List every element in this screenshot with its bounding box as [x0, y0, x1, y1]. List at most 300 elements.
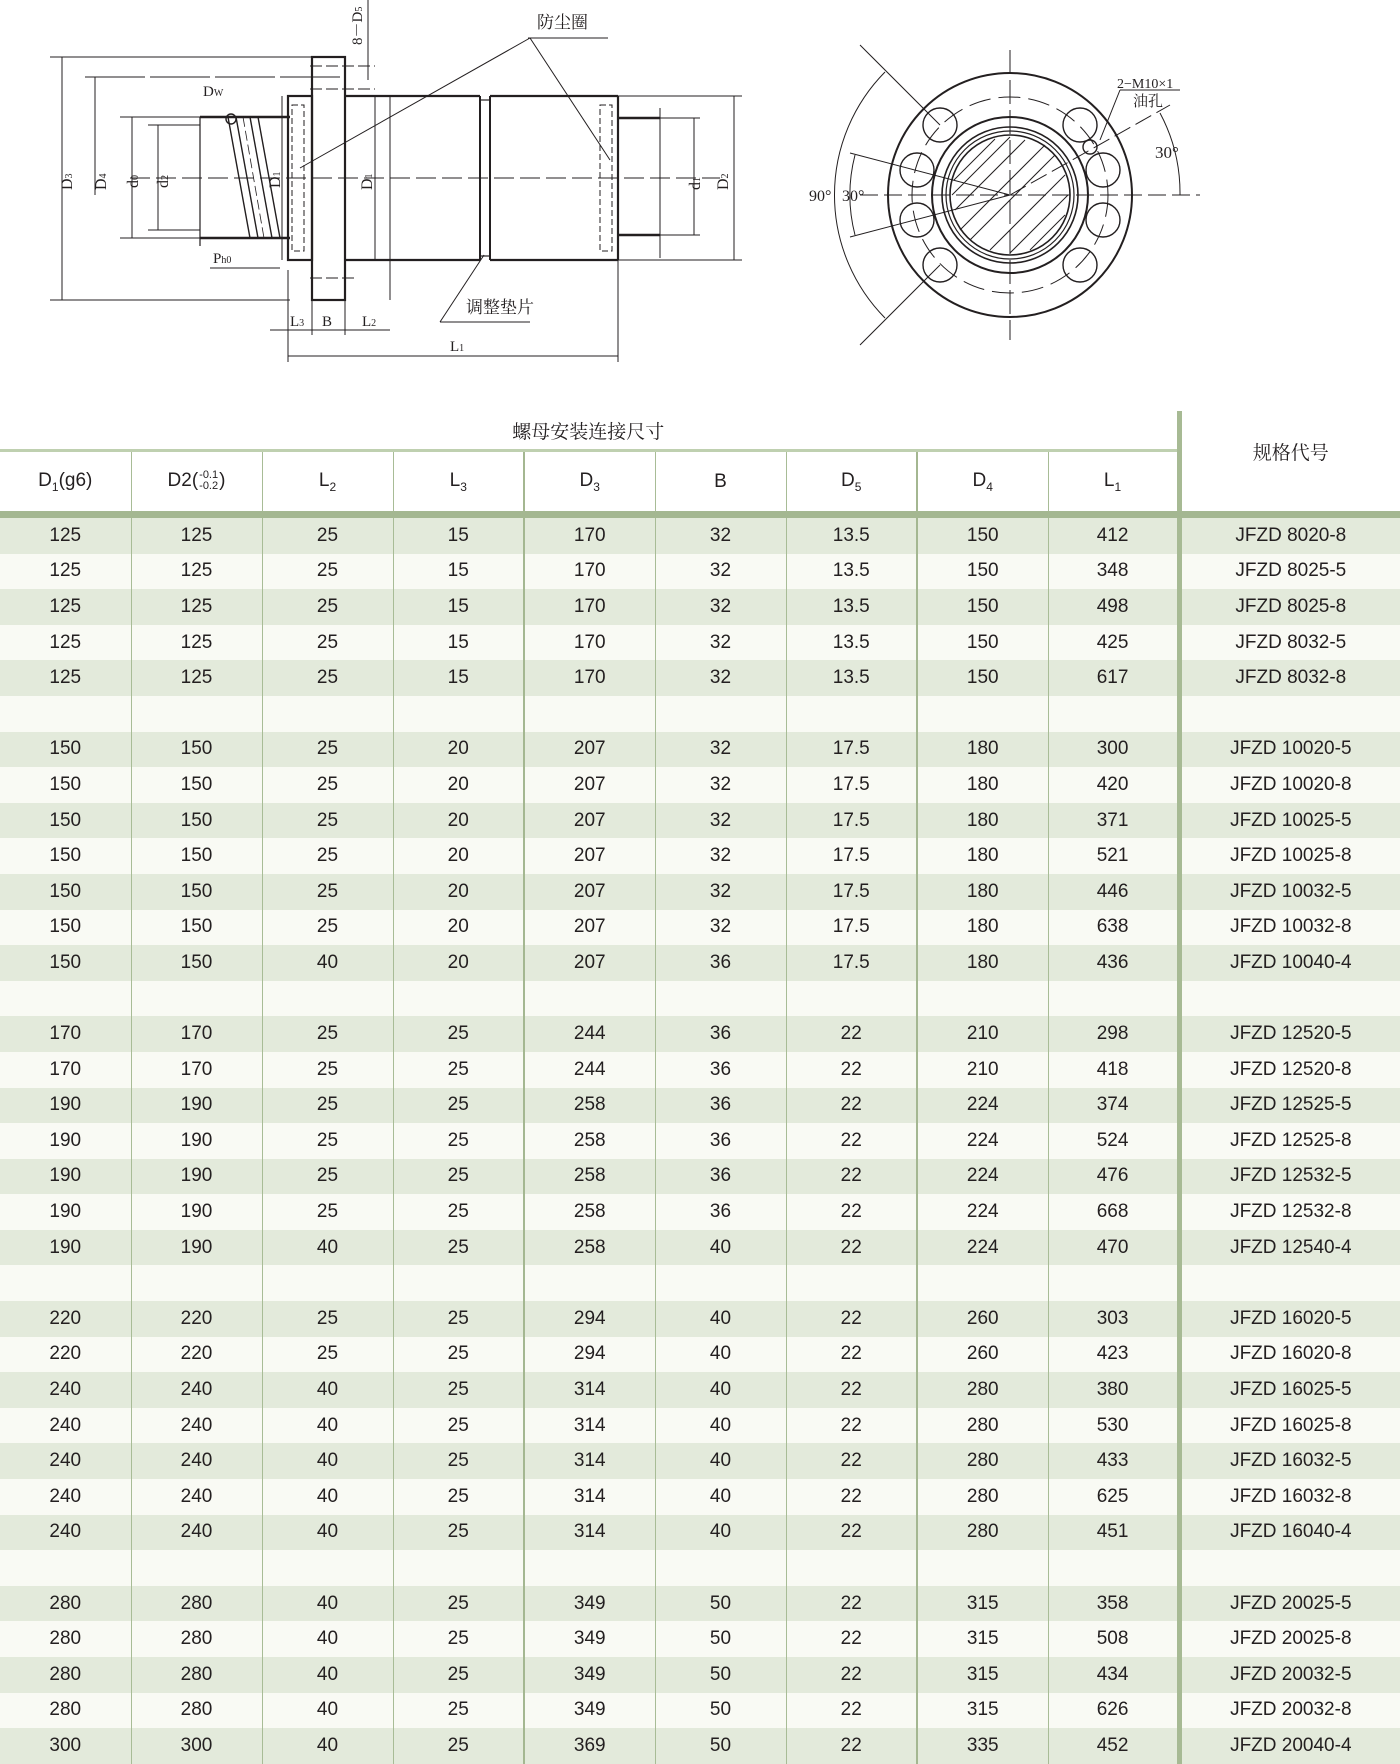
table-cell: 244	[524, 1052, 655, 1088]
table-cell: 25	[262, 874, 393, 910]
d2-label: d2	[155, 175, 172, 188]
table-cell: 280	[131, 1621, 262, 1657]
empty-cell	[786, 1265, 917, 1301]
table-cell: 25	[393, 1728, 524, 1764]
table-cell: 13.5	[786, 515, 917, 554]
table-cell: 20	[393, 838, 524, 874]
table-cell: 508	[1048, 1621, 1179, 1657]
empty-cell	[917, 981, 1048, 1017]
table-cell: 17.5	[786, 874, 917, 910]
table-row	[0, 1230, 1400, 1266]
spec-code-cell: JFZD 20032-5	[1179, 1657, 1400, 1693]
table-cell: 25	[262, 1016, 393, 1052]
table-cell: 210	[917, 1052, 1048, 1088]
table-cell: 22	[786, 1657, 917, 1693]
spec-code-cell: JFZD 10025-5	[1179, 803, 1400, 839]
table-row	[0, 1052, 1400, 1088]
group-spacer-row	[0, 1265, 1400, 1301]
table-cell: 25	[262, 660, 393, 696]
table-cell: 25	[262, 1337, 393, 1373]
table-cell: 220	[0, 1337, 131, 1373]
table-row	[0, 732, 1400, 768]
table-cell: 150	[0, 945, 131, 981]
table-cell: 258	[524, 1123, 655, 1159]
l3-label: L3	[290, 314, 305, 330]
table-cell: 207	[524, 803, 655, 839]
table-cell: 13.5	[786, 589, 917, 625]
table-row	[0, 1586, 1400, 1622]
table-cell: 280	[0, 1657, 131, 1693]
table-cell: 15	[393, 554, 524, 590]
table-cell: 314	[524, 1443, 655, 1479]
empty-cell	[786, 1550, 917, 1586]
table-cell: 240	[0, 1372, 131, 1408]
empty-cell	[655, 981, 786, 1017]
table-cell: 420	[1048, 767, 1179, 803]
table-cell: 25	[393, 1657, 524, 1693]
table-cell: 125	[0, 660, 131, 696]
table-cell: 170	[131, 1052, 262, 1088]
table-cell: 530	[1048, 1408, 1179, 1444]
table-row	[0, 838, 1400, 874]
table-cell: 240	[0, 1515, 131, 1551]
empty-cell	[917, 1265, 1048, 1301]
spec-code-cell: JFZD 8032-8	[1179, 660, 1400, 696]
table-cell: 498	[1048, 589, 1179, 625]
table-cell: 17.5	[786, 945, 917, 981]
table-cell: 40	[262, 1657, 393, 1693]
table-cell: 349	[524, 1586, 655, 1622]
table-cell: 294	[524, 1337, 655, 1373]
table-cell: 20	[393, 767, 524, 803]
table-row	[0, 1123, 1400, 1159]
table-cell: 25	[262, 589, 393, 625]
table-cell: 50	[655, 1728, 786, 1764]
table-cell: 150	[131, 945, 262, 981]
empty-cell	[917, 1550, 1048, 1586]
table-cell: 25	[393, 1693, 524, 1729]
table-cell: 300	[1048, 732, 1179, 768]
table-row	[0, 1088, 1400, 1124]
table-cell: 180	[917, 732, 1048, 768]
table-row	[0, 589, 1400, 625]
table-cell: 150	[917, 625, 1048, 661]
table-cell: 40	[262, 1408, 393, 1444]
table-cell: 40	[655, 1230, 786, 1266]
table-cell: 25	[262, 1301, 393, 1337]
table-cell: 32	[655, 874, 786, 910]
column-header: $D_1(g6)$	[0, 451, 131, 515]
table-cell: 369	[524, 1728, 655, 1764]
d2-outer-label: D2	[715, 173, 732, 190]
table-cell: 40	[655, 1443, 786, 1479]
table-cell: 25	[262, 515, 393, 554]
table-cell: 371	[1048, 803, 1179, 839]
column-header: $L_1$	[1048, 451, 1179, 515]
table-cell: 25	[393, 1123, 524, 1159]
table-row	[0, 554, 1400, 590]
table-cell: 25	[393, 1515, 524, 1551]
table-cell: 32	[655, 732, 786, 768]
table-cell: 36	[655, 1052, 786, 1088]
table-row	[0, 1693, 1400, 1729]
spec-code-cell: JFZD 12540-4	[1179, 1230, 1400, 1266]
table-cell: 150	[131, 838, 262, 874]
table-cell: 314	[524, 1479, 655, 1515]
table-row	[0, 910, 1400, 946]
table-cell: 207	[524, 767, 655, 803]
table-cell: 190	[131, 1194, 262, 1230]
table-cell: 280	[917, 1408, 1048, 1444]
table-cell: 476	[1048, 1159, 1179, 1195]
d3-label: D3	[59, 173, 76, 190]
table-cell: 358	[1048, 1586, 1179, 1622]
table-cell: 25	[393, 1301, 524, 1337]
table-cell: 280	[0, 1621, 131, 1657]
table-cell: 170	[0, 1016, 131, 1052]
oil-hole-thread-label: 2−M10×1	[1117, 77, 1174, 92]
table-row	[0, 1443, 1400, 1479]
table-row	[0, 1372, 1400, 1408]
spec-code-cell: JFZD 8032-5	[1179, 625, 1400, 661]
table-cell: 348	[1048, 554, 1179, 590]
side-view	[50, 0, 742, 362]
table-cell: 170	[0, 1052, 131, 1088]
table-cell: 22	[786, 1621, 917, 1657]
table-cell: 40	[262, 1621, 393, 1657]
table-cell: 32	[655, 910, 786, 946]
empty-cell	[131, 1550, 262, 1586]
spec-code-cell: JFZD 12532-8	[1179, 1194, 1400, 1230]
table-cell: 190	[0, 1088, 131, 1124]
table-cell: 150	[917, 515, 1048, 554]
table-cell: 22	[786, 1479, 917, 1515]
table-cell: 180	[917, 838, 1048, 874]
table-cell: 314	[524, 1408, 655, 1444]
empty-cell	[1048, 1550, 1179, 1586]
spec-code-cell: JFZD 12520-8	[1179, 1052, 1400, 1088]
table-cell: 25	[262, 803, 393, 839]
table-row	[0, 1159, 1400, 1195]
empty-cell	[1048, 696, 1179, 732]
table-cell: 240	[0, 1408, 131, 1444]
table-row	[0, 1657, 1400, 1693]
empty-cell	[524, 1265, 655, 1301]
empty-cell	[393, 1265, 524, 1301]
column-header: $L_2$	[262, 451, 393, 515]
table-cell: 314	[524, 1515, 655, 1551]
empty-cell	[262, 696, 393, 732]
spec-code-cell: JFZD 20032-8	[1179, 1693, 1400, 1729]
table-cell: 17.5	[786, 767, 917, 803]
table-cell: 170	[524, 625, 655, 661]
table-cell: 20	[393, 732, 524, 768]
table-cell: 150	[917, 589, 1048, 625]
empty-cell	[0, 981, 131, 1017]
empty-cell	[524, 696, 655, 732]
table-cell: 190	[131, 1159, 262, 1195]
column-header: $D_3$	[524, 451, 655, 515]
table-cell: 258	[524, 1159, 655, 1195]
dust-seal-label: 防尘圈	[537, 13, 588, 32]
table-row	[0, 874, 1400, 910]
table-body	[0, 515, 1400, 1764]
spec-code-cell: JFZD 16032-5	[1179, 1443, 1400, 1479]
table-cell: 190	[131, 1230, 262, 1266]
table-cell: 180	[917, 803, 1048, 839]
table-cell: 36	[655, 945, 786, 981]
d1-body-label: D1	[359, 173, 376, 190]
table-row	[0, 625, 1400, 661]
table-cell: 22	[786, 1408, 917, 1444]
table-cell: 433	[1048, 1443, 1179, 1479]
table-cell: 20	[393, 945, 524, 981]
holes-label: 8－D5	[350, 6, 366, 45]
table-cell: 224	[917, 1194, 1048, 1230]
table-cell: 22	[786, 1515, 917, 1551]
table-cell: 50	[655, 1621, 786, 1657]
d4-label: D4	[93, 173, 110, 190]
table-cell: 17.5	[786, 910, 917, 946]
table-row	[0, 1728, 1400, 1764]
table-cell: 22	[786, 1693, 917, 1729]
table-cell: 258	[524, 1088, 655, 1124]
spec-code-cell: JFZD 10025-8	[1179, 838, 1400, 874]
table-cell: 315	[917, 1657, 1048, 1693]
table-cell: 25	[393, 1372, 524, 1408]
table-cell: 40	[262, 1586, 393, 1622]
table-cell: 25	[393, 1194, 524, 1230]
table-cell: 180	[917, 910, 1048, 946]
table-cell: 180	[917, 767, 1048, 803]
spec-table	[0, 411, 1400, 1764]
table-cell: 15	[393, 660, 524, 696]
table-cell: 280	[917, 1479, 1048, 1515]
table-cell: 418	[1048, 1052, 1179, 1088]
table-cell: 40	[655, 1337, 786, 1373]
table-cell: 20	[393, 874, 524, 910]
table-cell: 36	[655, 1194, 786, 1230]
empty-cell	[0, 1265, 131, 1301]
dw-label: DW	[203, 84, 224, 100]
table-cell: 617	[1048, 660, 1179, 696]
table-cell: 303	[1048, 1301, 1179, 1337]
table-cell: 150	[917, 554, 1048, 590]
table-cell: 374	[1048, 1088, 1179, 1124]
table-cell: 260	[917, 1337, 1048, 1373]
table-cell: 150	[0, 732, 131, 768]
table-cell: 470	[1048, 1230, 1179, 1266]
table-cell: 380	[1048, 1372, 1179, 1408]
spec-code-cell: JFZD 10020-8	[1179, 767, 1400, 803]
table-cell: 150	[131, 732, 262, 768]
table-cell: 22	[786, 1728, 917, 1764]
column-header: $D_4$	[917, 451, 1048, 515]
table-cell: 425	[1048, 625, 1179, 661]
table-cell: 180	[917, 945, 1048, 981]
table-cell: 25	[262, 1123, 393, 1159]
spec-code-cell: JFZD 12525-8	[1179, 1123, 1400, 1159]
table-cell: 40	[655, 1515, 786, 1551]
table-cell: 25	[393, 1052, 524, 1088]
table-cell: 626	[1048, 1693, 1179, 1729]
table-cell: 50	[655, 1693, 786, 1729]
table-cell: 625	[1048, 1479, 1179, 1515]
table-cell: 150	[131, 767, 262, 803]
table-cell: 207	[524, 945, 655, 981]
table-cell: 125	[0, 515, 131, 554]
table-cell: 25	[393, 1230, 524, 1266]
table-cell: 150	[131, 910, 262, 946]
l1-label: L1	[450, 339, 465, 355]
empty-cell	[131, 696, 262, 732]
table-cell: 40	[262, 1230, 393, 1266]
spec-code-cell: JFZD 16025-5	[1179, 1372, 1400, 1408]
table-cell: 32	[655, 554, 786, 590]
table-cell: 17.5	[786, 732, 917, 768]
oil-hole-label: 油孔	[1133, 94, 1164, 110]
table-cell: 50	[655, 1657, 786, 1693]
table-row	[0, 1408, 1400, 1444]
empty-cell	[655, 1550, 786, 1586]
table-cell: 40	[262, 1372, 393, 1408]
table-cell: 524	[1048, 1123, 1179, 1159]
table-cell: 220	[0, 1301, 131, 1337]
table-cell: 240	[0, 1443, 131, 1479]
empty-cell	[1179, 1550, 1400, 1586]
table-cell: 25	[262, 1088, 393, 1124]
table-cell: 638	[1048, 910, 1179, 946]
d1-inner-label: D1	[267, 171, 284, 188]
table-cell: 190	[131, 1088, 262, 1124]
table-cell: 17.5	[786, 803, 917, 839]
table-row	[0, 1016, 1400, 1052]
table-row	[0, 1301, 1400, 1337]
table-cell: 25	[262, 1052, 393, 1088]
spec-code-cell: JFZD 10032-8	[1179, 910, 1400, 946]
table-cell: 170	[131, 1016, 262, 1052]
empty-cell	[131, 1265, 262, 1301]
table-cell: 412	[1048, 515, 1179, 554]
table-cell: 25	[262, 554, 393, 590]
table-cell: 40	[262, 1515, 393, 1551]
empty-cell	[1179, 981, 1400, 1017]
table-cell: 17.5	[786, 838, 917, 874]
empty-cell	[524, 1550, 655, 1586]
table-cell: 240	[131, 1515, 262, 1551]
table-cell: 315	[917, 1693, 1048, 1729]
table-cell: 20	[393, 803, 524, 839]
empty-cell	[262, 981, 393, 1017]
table-cell: 349	[524, 1657, 655, 1693]
table-cell: 22	[786, 1088, 917, 1124]
table-cell: 451	[1048, 1515, 1179, 1551]
spec-code-cell: JFZD 16025-8	[1179, 1408, 1400, 1444]
empty-cell	[786, 981, 917, 1017]
table-cell: 668	[1048, 1194, 1179, 1230]
empty-cell	[917, 696, 1048, 732]
table-cell: 220	[131, 1337, 262, 1373]
table-cell: 22	[786, 1159, 917, 1195]
table-cell: 280	[917, 1515, 1048, 1551]
table-cell: 40	[655, 1372, 786, 1408]
table-cell: 224	[917, 1230, 1048, 1266]
table-cell: 125	[131, 625, 262, 661]
table-row	[0, 660, 1400, 696]
table-row	[0, 1515, 1400, 1551]
b-label: B	[322, 314, 333, 330]
table-cell: 190	[0, 1123, 131, 1159]
table-cell: 170	[524, 515, 655, 554]
table-cell: 36	[655, 1123, 786, 1159]
technical-drawing	[0, 0, 1400, 400]
spec-code-cell: JFZD 8025-5	[1179, 554, 1400, 590]
table-cell: 32	[655, 660, 786, 696]
spec-code-cell: JFZD 8020-8	[1179, 515, 1400, 554]
table-cell: 32	[655, 515, 786, 554]
table-cell: 40	[262, 945, 393, 981]
table-cell: 22	[786, 1016, 917, 1052]
table-cell: 22	[786, 1337, 917, 1373]
spec-header: 规格代号	[1179, 411, 1400, 515]
table-cell: 300	[131, 1728, 262, 1764]
table-cell: 40	[262, 1443, 393, 1479]
spec-code-cell: JFZD 20025-8	[1179, 1621, 1400, 1657]
table-cell: 32	[655, 625, 786, 661]
table-cell: 40	[262, 1693, 393, 1729]
table-cell: 452	[1048, 1728, 1179, 1764]
table-cell: 260	[917, 1301, 1048, 1337]
empty-cell	[393, 696, 524, 732]
table-cell: 207	[524, 838, 655, 874]
table-cell: 300	[0, 1728, 131, 1764]
table-cell: 25	[393, 1479, 524, 1515]
table-cell: 25	[393, 1088, 524, 1124]
table-cell: 294	[524, 1301, 655, 1337]
empty-cell	[1179, 696, 1400, 732]
d1-shaft-label: d1	[687, 177, 704, 190]
d0-label: d0	[125, 175, 142, 188]
table-cell: 25	[393, 1443, 524, 1479]
table-cell: 349	[524, 1621, 655, 1657]
table-cell: 25	[393, 1408, 524, 1444]
table-cell: 22	[786, 1372, 917, 1408]
table-cell: 125	[131, 589, 262, 625]
table-cell: 13.5	[786, 660, 917, 696]
column-header: B	[655, 451, 786, 515]
table-cell: 150	[0, 874, 131, 910]
table-cell: 180	[917, 874, 1048, 910]
table-cell: 314	[524, 1372, 655, 1408]
spec-code-cell: JFZD 16040-4	[1179, 1515, 1400, 1551]
table-cell: 125	[131, 660, 262, 696]
table-cell: 280	[0, 1586, 131, 1622]
table-row	[0, 803, 1400, 839]
empty-cell	[524, 981, 655, 1017]
table-cell: 220	[131, 1301, 262, 1337]
table-cell: 521	[1048, 838, 1179, 874]
table-row	[0, 1337, 1400, 1373]
table-cell: 25	[262, 838, 393, 874]
empty-cell	[655, 696, 786, 732]
table-cell: 22	[786, 1586, 917, 1622]
table-cell: 190	[0, 1230, 131, 1266]
table-cell: 280	[131, 1657, 262, 1693]
table-cell: 25	[262, 625, 393, 661]
spec-code-cell: JFZD 12532-5	[1179, 1159, 1400, 1195]
empty-cell	[393, 1550, 524, 1586]
table-cell: 15	[393, 625, 524, 661]
